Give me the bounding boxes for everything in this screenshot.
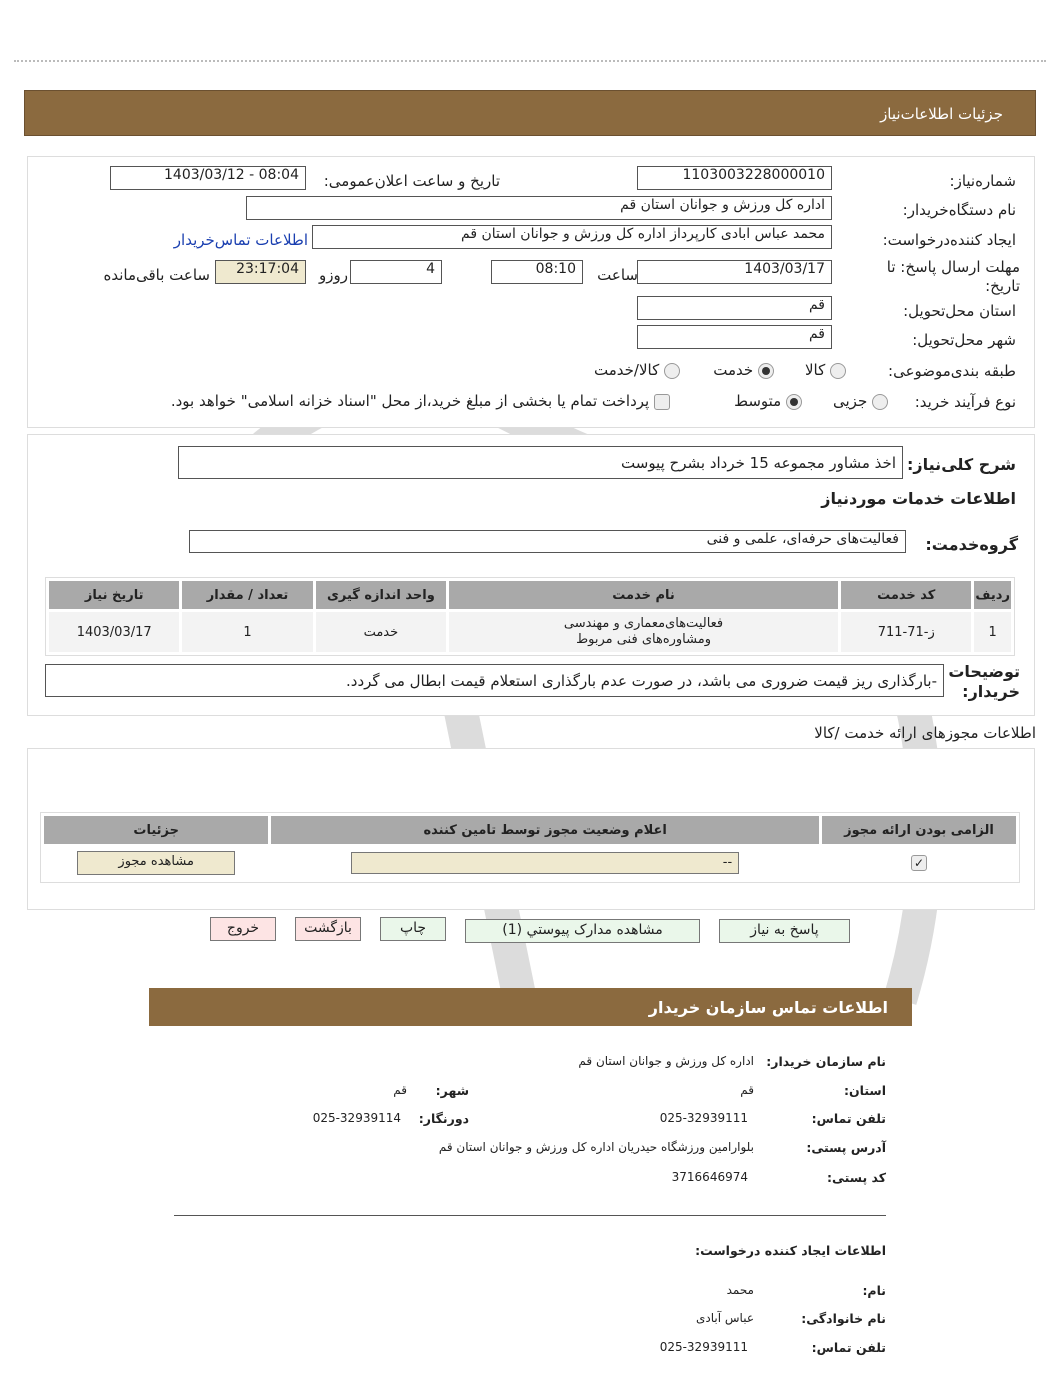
back-button[interactable]: بازگشت [295, 917, 361, 941]
remaining-time-field: 23:17:04 [215, 260, 306, 284]
table-row [44, 847, 1016, 879]
cell-code: ز-71-711 [841, 612, 971, 652]
need-number-label: شماره‌نیاز: [949, 172, 1016, 190]
cell-name: فعالیت‌های‌معماری و مهندسی ومشاوره‌های فنی مربوط [449, 612, 838, 652]
cell-date: 1403/03/17 [49, 612, 179, 652]
table-row [49, 612, 1011, 652]
days-label: روزو [319, 266, 348, 284]
category-goods-label: کالا [804, 361, 826, 379]
payment-checkbox[interactable] [654, 394, 670, 410]
cell-required [822, 847, 1016, 879]
category-radio-goods[interactable] [805, 361, 846, 379]
services-table [45, 577, 1015, 656]
province-label: استان محل‌تحویل: [903, 302, 1016, 320]
attachments-button[interactable]: مشاهده مدارک پیوستي (1) [465, 919, 700, 943]
days-field: 4 [350, 260, 442, 284]
process-medium-label: متوسط [734, 392, 782, 410]
process-partial-label: جزیی [832, 392, 868, 410]
cell-details [44, 847, 268, 879]
creator-label: ایجاد کننده‌درخواست: [882, 231, 1016, 249]
radio-medium-icon[interactable] [786, 394, 802, 410]
remaining-label: ساعت باقی‌مانده [103, 266, 210, 284]
permits-header-row [44, 816, 1016, 844]
category-both-label: کالا/خدمت [593, 361, 660, 379]
col-status: اعلام وضعیت مجوز توسط تامین کننده [271, 816, 819, 844]
need-number-field: 1103003228000010 [637, 166, 832, 190]
services-header-row [49, 581, 1011, 609]
postal-value: 3716646974 [671, 1170, 748, 1184]
family-label: نام خانوادگی: [801, 1311, 886, 1326]
time-label: ساعت [597, 266, 638, 284]
deadline-time-field: 08:10 [491, 260, 583, 284]
process-radio-partial[interactable] [833, 392, 888, 410]
contact-buyer-link[interactable]: اطلاعات تماس‌خریدار [173, 231, 308, 249]
org-label: نام سازمان خریدار: [766, 1054, 886, 1069]
summary-label: شرح کلی‌نیاز: [907, 455, 1016, 474]
cell-row: 1 [974, 612, 1011, 652]
name-value: محمد [726, 1283, 754, 1297]
process-radio-medium[interactable] [734, 392, 802, 410]
category-radio-both[interactable] [594, 361, 680, 379]
creator-title: اطلاعات ایجاد کننده درخواست: [695, 1243, 886, 1258]
permits-title: اطلاعات مجوزهای ارائه خدمت /کالا [814, 724, 1036, 742]
payment-note [171, 392, 670, 410]
creator-phone-value: 025-32939111 [659, 1340, 748, 1354]
top-divider [14, 60, 1046, 62]
contact-title: اطلاعات تماس سازمان خریدار [648, 998, 888, 1017]
contact-header [149, 988, 912, 1026]
category-label: طبقه بندی‌موضوعی: [888, 362, 1016, 380]
fax-value: 025-32939114 [312, 1111, 401, 1125]
col-row: ردیف [974, 581, 1011, 609]
services-title: اطلاعات خدمات موردنیاز [821, 489, 1016, 508]
cell-unit: خدمت [316, 612, 446, 652]
city-field: قم [637, 325, 832, 349]
phone-value: 025-32939111 [659, 1111, 748, 1125]
name-label: نام: [862, 1283, 886, 1298]
permits-table [40, 812, 1020, 883]
family-value: عباس آبادی [696, 1311, 754, 1325]
city-label: شهر محل‌تحویل: [912, 331, 1016, 349]
announce-label: تاریخ و ساعت اعلان‌عمومی: [323, 172, 500, 190]
radio-both-icon[interactable] [664, 363, 680, 379]
phone-label: تلفن تماس: [811, 1111, 886, 1126]
radio-partial-icon[interactable] [872, 394, 888, 410]
postal-label: کد پستی: [826, 1170, 886, 1185]
group-label: گروه‌خدمت: [925, 535, 1018, 554]
deadline-label: مهلت ارسال پاسخ: تا تاریخ: [886, 258, 1020, 295]
print-button[interactable]: چاپ [380, 917, 446, 941]
buyer-notes-label: توضیحات خریدار: [948, 662, 1020, 701]
summary-field: اخذ مشاور مجموعه 15 خرداد بشرح پیوست [178, 446, 903, 479]
address-label: آدرس پستی: [806, 1140, 886, 1155]
category-service-label: خدمت [713, 361, 754, 379]
creator-phone-label: تلفن تماس: [811, 1340, 886, 1355]
contact-divider [174, 1215, 886, 1216]
payment-note-text: پرداخت تمام یا بخشی از مبلغ خرید،از محل "اسناد خزانه اسلامی" خواهد بود. [170, 392, 650, 410]
radio-service-icon[interactable] [758, 363, 774, 379]
process-label: نوع فرآیند خرید: [914, 393, 1016, 411]
col-required: الزامی بودن ارائه مجوز [822, 816, 1016, 844]
reply-button[interactable]: پاسخ به نیاز [719, 919, 850, 943]
radio-goods-icon[interactable] [830, 363, 846, 379]
creator-field: محمد عباس ابادی کارپرداز اداره کل ورزش و جوانان استان قم [312, 225, 832, 249]
buyer-field: اداره کل ورزش و جوانان استان قم [246, 196, 832, 220]
col-details: جزئیات [44, 816, 268, 844]
page-header [24, 90, 1036, 136]
category-radio-service[interactable] [713, 361, 774, 379]
province-field: قم [637, 296, 832, 320]
cell-status [271, 847, 819, 879]
announce-field: 1403/03/12 - 08:04 [110, 166, 306, 190]
group-field: فعالیت‌های حرفه‌ای، علمی و فنی [189, 530, 906, 553]
city-info-value: قم [393, 1083, 407, 1097]
col-unit: واحد اندازه گیری [316, 581, 446, 609]
page-title: جزئیات اطلاعات‌نیاز [880, 105, 1003, 123]
view-permit-button[interactable]: مشاهده مجوز [77, 851, 235, 875]
cell-qty: 1 [182, 612, 312, 652]
col-date: تاریخ نیاز [49, 581, 179, 609]
col-qty: تعداد / مقدار [182, 581, 312, 609]
address-value: بلوارامین ورزشگاه حیدریان اداره کل ورزش و جوانان استان قم [438, 1140, 754, 1154]
buyer-notes-field: -بارگذاری ریز قیمت ضروری می باشد، در صورت عدم بارگذاری استعلام قیمت ابطال می گردد. [45, 664, 944, 697]
col-name: نام خدمت [449, 581, 838, 609]
org-value: اداره کل ورزش و جوانان استان قم [578, 1054, 754, 1068]
province-info-value: قم [740, 1083, 754, 1097]
exit-button[interactable]: خروج [210, 917, 276, 941]
province-info-label: استان: [843, 1083, 886, 1098]
fax-label: دورنگار: [418, 1111, 469, 1126]
col-code: کد خدمت [841, 581, 971, 609]
required-checkbox[interactable]: ✓ [911, 855, 927, 871]
city-info-label: شهر: [435, 1083, 469, 1098]
status-field[interactable]: -- [351, 852, 739, 874]
buyer-label: نام دستگاه‌خریدار: [902, 201, 1016, 219]
deadline-date-field: 1403/03/17 [637, 260, 832, 284]
